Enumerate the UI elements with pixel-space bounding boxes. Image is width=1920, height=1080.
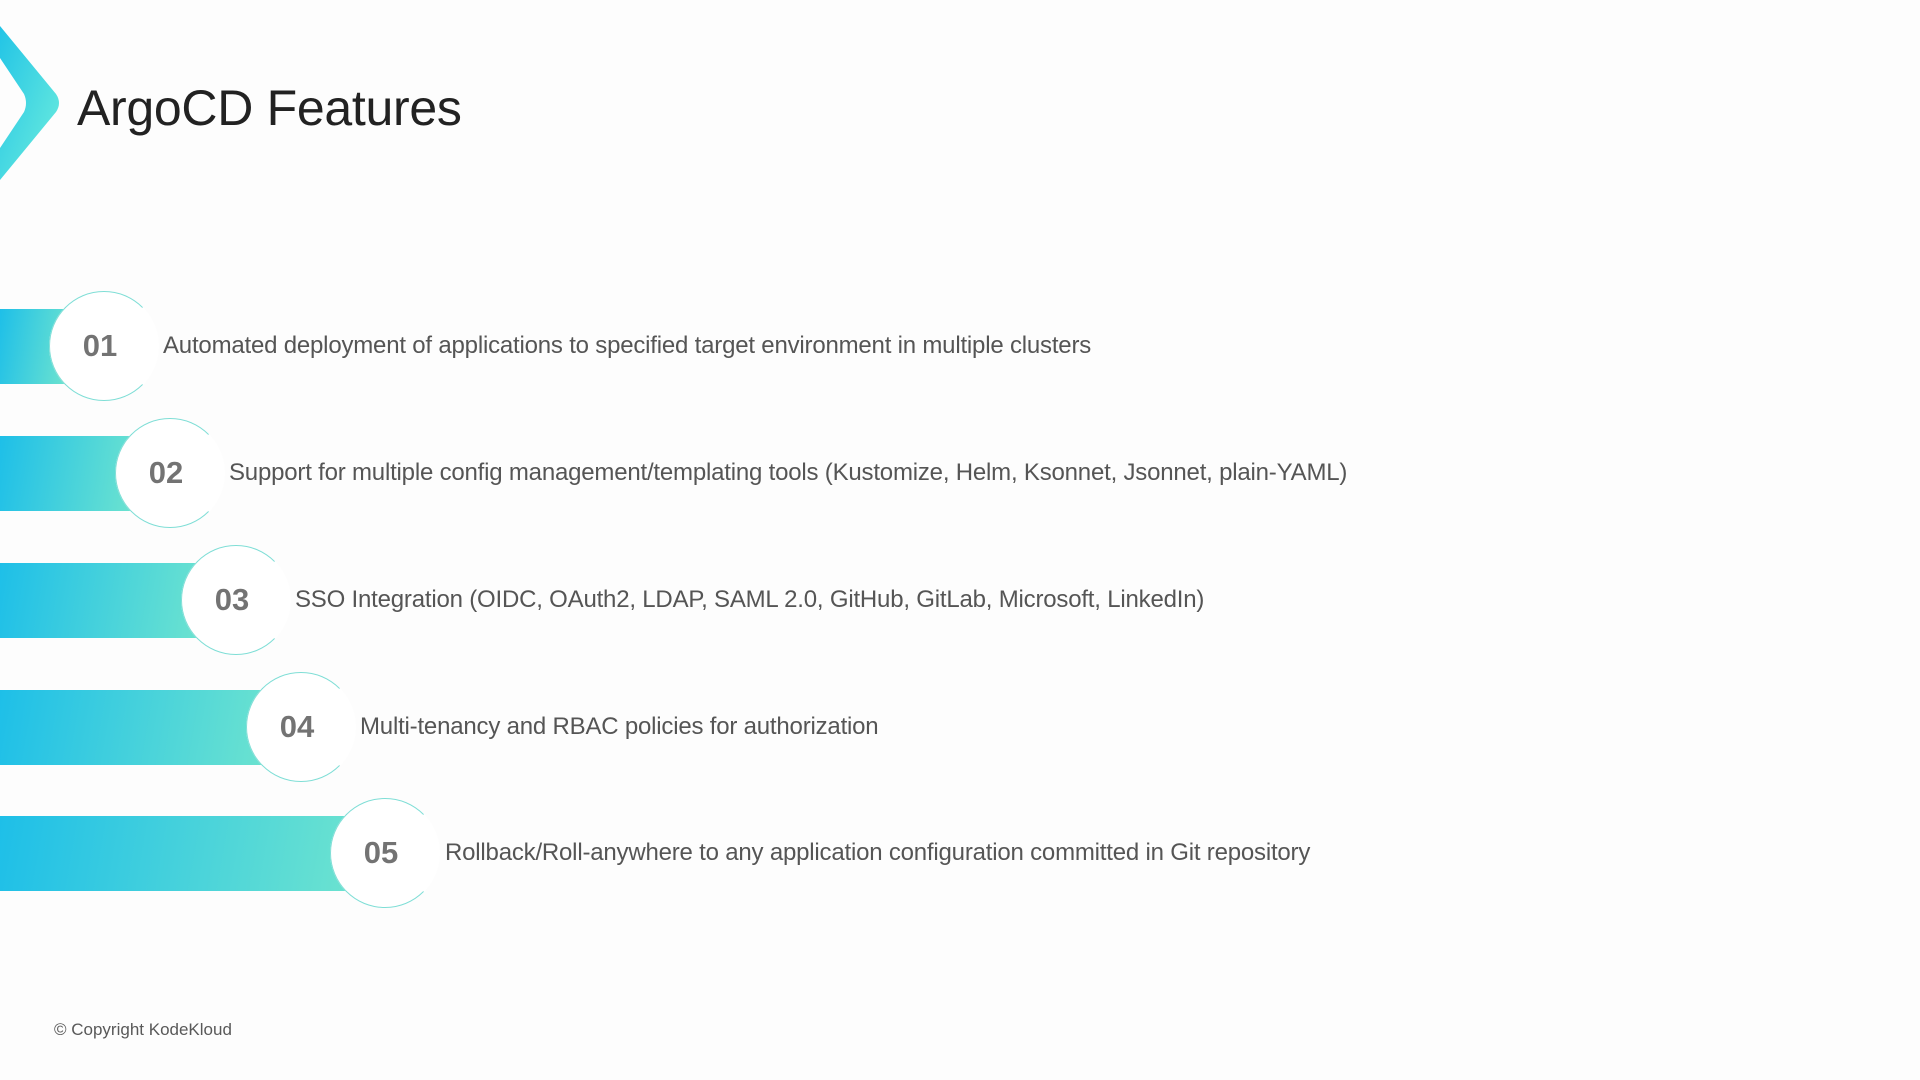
copyright-footer: © Copyright KodeKloud <box>54 1020 232 1039</box>
feature-number: 03 <box>214 582 250 617</box>
feature-bar <box>0 563 196 638</box>
feature-bar <box>0 816 346 891</box>
feature-text: SSO Integration (OIDC, OAuth2, LDAP, SAML 2.0, GitHub, GitLab, Microsoft, LinkedIn) <box>295 586 1205 613</box>
page-title: ArgoCD Features <box>77 80 462 136</box>
feature-number: 05 <box>363 835 399 870</box>
feature-item-05 <box>0 798 1920 910</box>
feature-item-02 <box>0 418 1920 530</box>
feature-bar <box>0 690 262 765</box>
feature-text: Multi-tenancy and RBAC policies for authorization <box>360 713 879 740</box>
feature-item-01 <box>0 291 1920 403</box>
feature-text: Support for multiple config management/templating tools (Kustomize, Helm, Ksonnet, Jsonnet, plain-YAML) <box>229 459 1348 486</box>
feature-item-03 <box>0 545 1920 657</box>
feature-item-04 <box>0 672 1920 784</box>
feature-number: 04 <box>279 709 315 744</box>
feature-number: 02 <box>148 455 184 490</box>
feature-text: Automated deployment of applications to specified target environment in multiple clusters <box>163 332 1092 359</box>
chevron-logo-icon <box>0 26 66 180</box>
feature-text: Rollback/Roll-anywhere to any application configuration committed in Git repository <box>445 839 1311 866</box>
feature-number: 01 <box>82 328 118 363</box>
